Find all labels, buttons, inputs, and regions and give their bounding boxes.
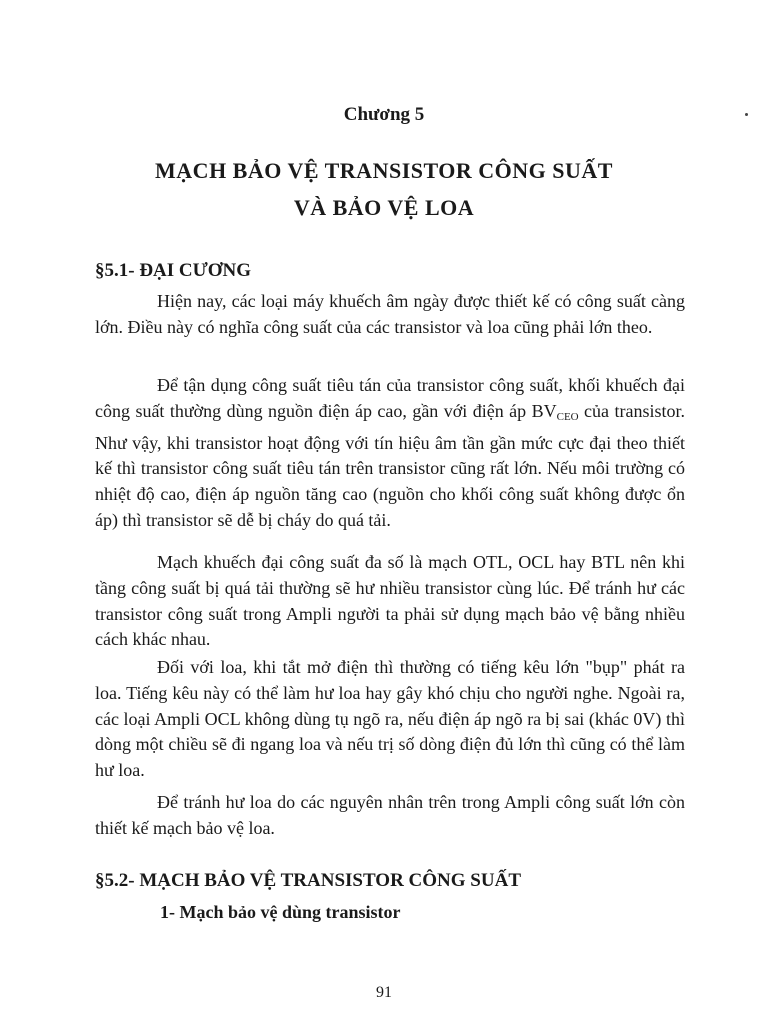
page-number: 91 xyxy=(376,984,392,1001)
paragraph-3: Mạch khuếch đại công suất đa số là mạch OTL, OCL hay BTL nên khi tầng công suất bị quá tải thường sẽ hư nhiều transistor cùng lúc. Để tránh hư các transistor công suất trong Ampli người ta phải sử dụng mạch bảo vệ bằng nhiều cách khác nhau. xyxy=(95,552,685,650)
scan-speck xyxy=(745,113,748,116)
paragraph-5: Để tránh hư loa do các nguyên nhân trên trong Ampli công suất lớn còn thiết kế mạch bảo vệ loa. xyxy=(95,792,685,838)
chapter-label: Chương 5 xyxy=(343,104,425,125)
paragraph-2-part-a: Để tận dụng công suất tiêu tán của transistor công suất, khối khuếch đại công suất thường dùng nguồn điện áp cao, gần với điện áp BV xyxy=(95,375,685,421)
chapter-title-line-2: VÀ BẢO VỆ LOA xyxy=(293,195,475,220)
subscript-ceo: CEO xyxy=(556,410,579,423)
paragraph-4: Đối với loa, khi tắt mở điện thì thường có tiếng kêu lớn "bụp" phát ra loa. Tiếng kêu này có thể làm hư loa hay gây khó chịu cho người nghe. Ngoài ra, các loại Ampli OCL không dùng tụ ngõ ra, nếu điện áp ngõ ra bị sai (khác 0V) thì dòng một chiều sẽ đi ngang loa và nếu trị số dòng điện đủ lớn thì cũng có thể làm hư loa. xyxy=(95,657,685,781)
section-heading-5-2: §5.2- MẠCH BẢO VỆ TRANSISTOR CÔNG SUẤT xyxy=(95,870,521,891)
chapter-title-line-1: MẠCH BẢO VỆ TRANSISTOR CÔNG SUẤT xyxy=(155,158,613,183)
section-heading-5-1: §5.1- ĐẠI CƯƠNG xyxy=(95,260,252,281)
subsection-heading-1: 1- Mạch bảo vệ dùng transistor xyxy=(160,902,401,922)
paragraph-1: Hiện nay, các loại máy khuếch âm ngày được thiết kế có công suất càng lớn. Điều này có nghĩa công suất của các transistor và loa cũng phải lớn theo. xyxy=(95,291,685,337)
paragraph-2 xyxy=(95,373,685,534)
paragraph-2-part-b: của transistor. Như vậy, khi transistor hoạt động với tín hiệu âm tần gần mức cực đại theo thiết kế thì transistor công suất tiêu tán trên transistor cũng rất lớn. Nếu môi trường có nhiệt độ cao, điện áp nguồn tăng cao (nguồn cho khối công suất không được ổn áp) thì transistor sẽ dễ bị cháy do quá tải. xyxy=(95,400,685,530)
